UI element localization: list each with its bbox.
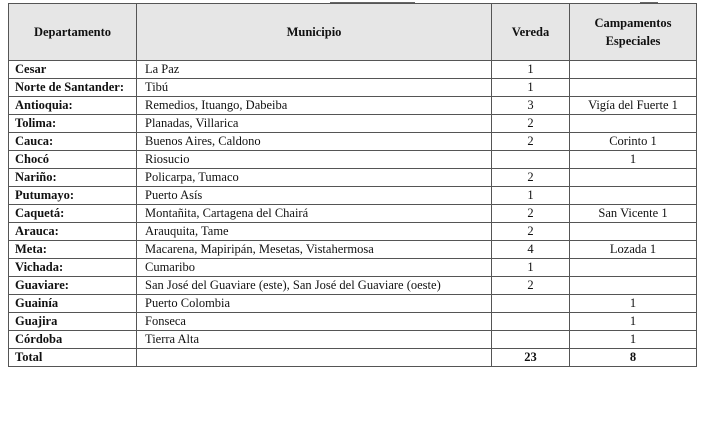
header-vereda: Vereda [492,4,570,61]
table-row [9,133,697,151]
vereda-cell [492,331,570,349]
vereda-cell: 2 [492,205,570,223]
municipio-cell: Riosucio [137,151,492,169]
departamento-cell: Vichada: [9,259,137,277]
municipio-cell: Tibú [137,79,492,97]
municipio-cell: Tierra Alta [137,331,492,349]
departamento-cell: Córdoba [9,331,137,349]
municipio-cell: Planadas, Villarica [137,115,492,133]
header-row [9,4,697,61]
especiales-cell [570,277,697,295]
vereda-cell: 2 [492,133,570,151]
header-departamento: Departamento [9,4,137,61]
municipio-cell: Arauquita, Tame [137,223,492,241]
especiales-cell: Vigía del Fuerte 1 [570,97,697,115]
municipio-cell: Macarena, Mapiripán, Mesetas, Vistahermosa [137,241,492,259]
vereda-cell [492,313,570,331]
header-campamentos-line1: Campamentos [594,16,672,30]
municipio-cell: Buenos Aires, Caldono [137,133,492,151]
departamento-cell: Tolima: [9,115,137,133]
zones-table [8,3,697,367]
especiales-cell: Lozada 1 [570,241,697,259]
especiales-cell: 1 [570,295,697,313]
vereda-cell: 2 [492,277,570,295]
total-especiales: 8 [570,349,697,367]
total-label: Total [9,349,137,367]
table-row [9,205,697,223]
municipio-cell: Remedios, Ituango, Dabeiba [137,97,492,115]
header-campamentos-line2: Especiales [605,34,661,48]
total-vereda: 23 [492,349,570,367]
table-row [9,79,697,97]
especiales-cell: 1 [570,151,697,169]
table-row [9,295,697,313]
vereda-cell [492,151,570,169]
municipio-cell: La Paz [137,61,492,79]
especiales-cell [570,115,697,133]
total-row [9,349,697,367]
departamento-cell: Cauca: [9,133,137,151]
vereda-cell: 1 [492,79,570,97]
vereda-cell [492,295,570,313]
vereda-cell: 1 [492,187,570,205]
departamento-cell: Chocó [9,151,137,169]
table-row [9,259,697,277]
municipio-cell: Policarpa, Tumaco [137,169,492,187]
especiales-cell [570,79,697,97]
municipio-cell: Puerto Asís [137,187,492,205]
departamento-cell: Antioquia: [9,97,137,115]
municipio-cell: Fonseca [137,313,492,331]
vereda-cell: 2 [492,169,570,187]
table-row [9,331,697,349]
table-row [9,61,697,79]
especiales-cell: 1 [570,331,697,349]
departamento-cell: Arauca: [9,223,137,241]
vereda-cell: 1 [492,259,570,277]
departamento-cell: Putumayo: [9,187,137,205]
vereda-cell: 1 [492,61,570,79]
especiales-cell [570,169,697,187]
departamento-cell: Caquetá: [9,205,137,223]
table-row [9,151,697,169]
especiales-cell [570,187,697,205]
municipio-cell: San José del Guaviare (este), San José del Guaviare (oeste) [137,277,492,295]
especiales-cell [570,259,697,277]
departamento-cell: Cesar [9,61,137,79]
table-row [9,241,697,259]
vereda-cell: 4 [492,241,570,259]
municipio-cell: Cumaribo [137,259,492,277]
municipio-cell: Montañita, Cartagena del Chairá [137,205,492,223]
header-municipio: Municipio [137,4,492,61]
departamento-cell: Guajira [9,313,137,331]
table-row [9,115,697,133]
table-row [9,169,697,187]
departamento-cell: Guainía [9,295,137,313]
especiales-cell: Corinto 1 [570,133,697,151]
departamento-cell: Guaviare: [9,277,137,295]
especiales-cell [570,61,697,79]
especiales-cell: 1 [570,313,697,331]
header-campamentos [570,4,697,61]
vereda-cell: 2 [492,115,570,133]
table-row [9,313,697,331]
table-row [9,223,697,241]
departamento-cell: Norte de Santander: [9,79,137,97]
vereda-cell: 3 [492,97,570,115]
especiales-cell: San Vicente 1 [570,205,697,223]
vereda-cell: 2 [492,223,570,241]
especiales-cell [570,223,697,241]
departamento-cell: Meta: [9,241,137,259]
table-row [9,97,697,115]
table-row [9,277,697,295]
municipio-cell: Puerto Colombia [137,295,492,313]
departamento-cell: Nariño: [9,169,137,187]
total-municipio-cell [137,349,492,367]
table-row [9,187,697,205]
